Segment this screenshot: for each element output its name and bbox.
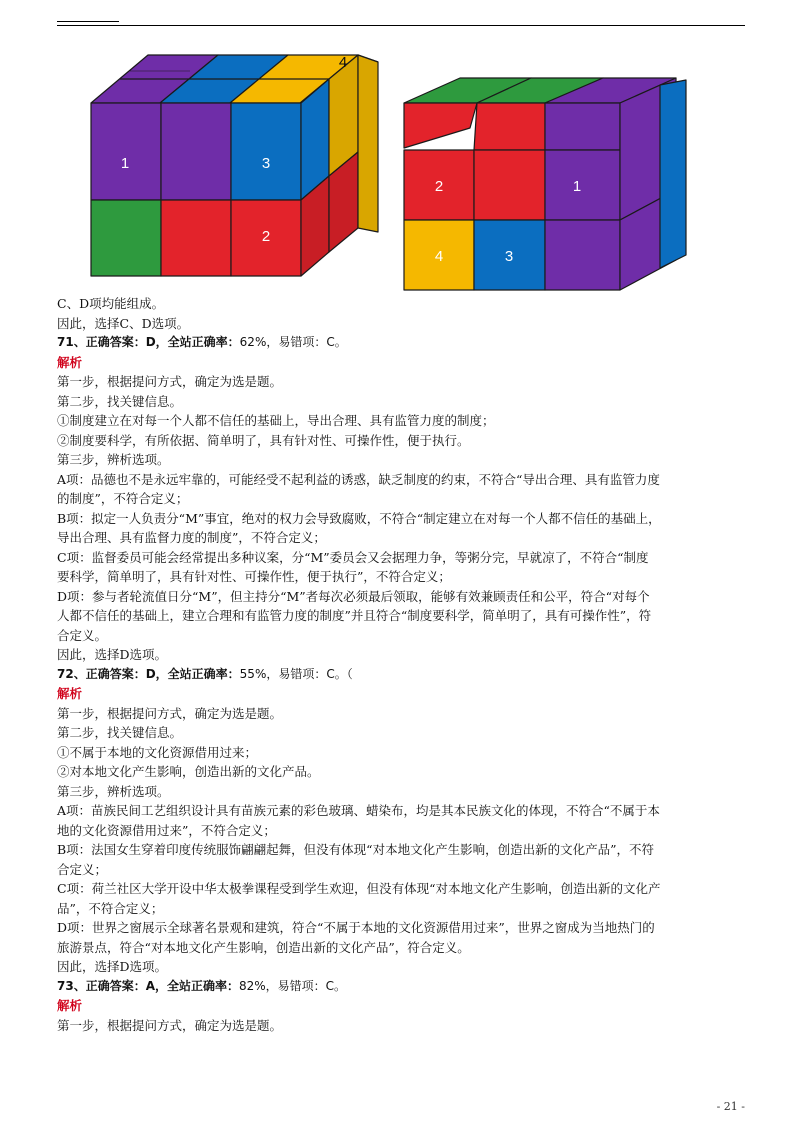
- page-number: - 21 -: [716, 1100, 745, 1113]
- answer-key: 73、正确答案：A，全站正确率：: [57, 978, 239, 993]
- answer-key: 71、正确答案：D，全站正确率：: [57, 335, 240, 349]
- text-line: D项：世界之窗展示全球著名景观和建筑，符合“不属于本地的文化资源借用过来”，世界之窗成为当地热门的: [57, 920, 655, 935]
- answer-stats: 55%，易错项：C。（: [239, 666, 353, 681]
- text-line: 合定义；: [57, 861, 108, 877]
- text-line: A项：苗族民间工艺组织设计具有苗族元素的彩色玻璃、蜡染布，均是其本民族文化的体现，不符合“不属于本: [57, 803, 660, 818]
- answer-line: [57, 665, 747, 685]
- analysis-heading: 解析: [57, 686, 83, 701]
- text-line: 要科学，简单明了，具有针对性、可操作性，便于执行”，不符合定义；: [57, 569, 451, 584]
- text-line: 因此，选择D选项。: [57, 959, 168, 974]
- text-line: C项：监督委员可能会经常提出多种议案，分“M”委员会又会据理力争，等粥分完，早就凉了，不符合“制度: [57, 549, 649, 565]
- text-line: 导出合理、具有监督力度的制度”，不符合定义；: [57, 530, 326, 545]
- answer-explanations: [57, 294, 747, 1035]
- text-line: ①不属于本地的文化资源借用过来；: [57, 744, 258, 760]
- right-label-4: 4: [434, 248, 444, 265]
- text-line: B项：法国女生穿着印度传统服饰翩翩起舞，但没有体现“对本地文化产生影响，创造出新的文化产品”，不符: [57, 842, 654, 857]
- text-line: 因此，选择C、D选项。: [57, 315, 190, 331]
- text-line: 第二步，找关键信息。: [57, 393, 183, 409]
- text-line: ②对本地文化产生影响，创造出新的文化产品。: [57, 764, 320, 779]
- answer-key: 72、正确答案：D，全站正确率：: [57, 666, 240, 681]
- text-line: C项：荷兰社区大学开设中华太极拳课程受到学生欢迎，但没有体现“对本地文化产生影响，创造出新的文化产: [57, 881, 661, 896]
- text-line: ①制度建立在对每一个人都不信任的基础上，导出合理、具有监管力度的制度；: [57, 413, 495, 428]
- cube-illustration: [0, 0, 800, 300]
- text-line: 因此，选择D选项。: [57, 647, 168, 662]
- answer-stats: 62%，易错项：C。: [239, 335, 347, 349]
- text-line: 合定义。: [57, 627, 108, 643]
- answer-line: [57, 977, 747, 997]
- text-line: 第一步，根据提问方式，确定为选是题。: [57, 374, 283, 389]
- text-line: 地的文化资源借用过来”，不符合定义；: [57, 822, 276, 838]
- left-label-4: 4: [338, 54, 348, 71]
- text-line: C、D项均能组成。: [57, 296, 165, 311]
- text-line: B项：拟定一人负责分“M”事宜，绝对的权力会导致腐败，不符合“制定建立在对每一个人都不信任的基础上，: [57, 510, 661, 526]
- text-line: 旅游景点，符合“对本地文化产生影响，创造出新的文化产品”，符合定义。: [57, 939, 470, 955]
- analysis-heading: 解析: [57, 354, 83, 370]
- cube-figure: [0, 0, 800, 300]
- left-label-1: 1: [120, 155, 130, 172]
- right-label-2: 2: [434, 178, 444, 195]
- answer-line: [57, 333, 747, 353]
- right-label-1: 1: [572, 178, 582, 195]
- left-label-2: 2: [261, 228, 271, 245]
- text-line: 品”，不符合定义；: [57, 900, 164, 916]
- text-line: A项：品德也不是永远牢靠的，可能经受不起利益的诱惑，缺乏制度的约束，不符合“导出合理、具有监管力度: [57, 471, 660, 487]
- text-line: 第一步，根据提问方式，确定为选是题。: [57, 1017, 283, 1033]
- text-line: 第二步，找关键信息。: [57, 725, 183, 740]
- analysis-heading: 解析: [57, 998, 83, 1013]
- text-line: D项：参与者轮流值日分“M”，但主持分“M”者每次必须最后领取，能够有效兼顾责任和公平，符合“对每个: [57, 588, 650, 604]
- left-label-3: 3: [261, 155, 271, 172]
- text-line: 第一步，根据提问方式，确定为选是题。: [57, 705, 283, 721]
- text-line: 人都不信任的基础上，建立合理和有监管力度的制度”并且符合“制度要科学，简单明了，具有可操作性”，符: [57, 608, 652, 623]
- text-line: 的制度”，不符合定义；: [57, 491, 189, 506]
- text-line: 第三步，辨析选项。: [57, 783, 170, 799]
- right-label-3: 3: [504, 248, 514, 265]
- answer-stats: 82%，易错项：C。: [239, 978, 347, 993]
- text-line: 第三步，辨析选项。: [57, 452, 170, 467]
- text-line: ②制度要科学，有所依据、简单明了，具有针对性、可操作性，便于执行。: [57, 432, 470, 448]
